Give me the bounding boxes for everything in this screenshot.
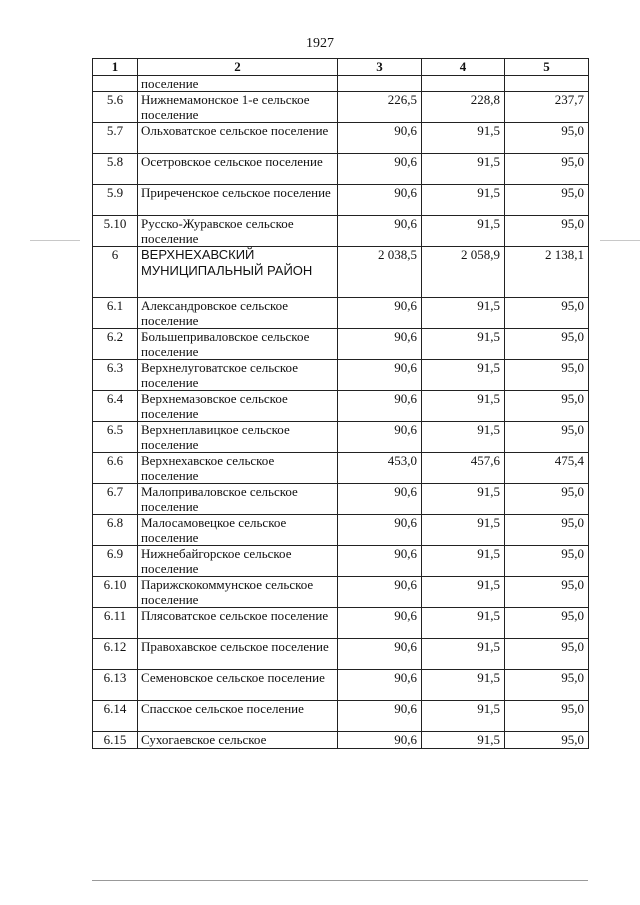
table-row — [93, 670, 589, 701]
row-number — [93, 76, 138, 92]
row-value-2: 91,5 — [422, 216, 505, 247]
row-value-1: 90,6 — [338, 391, 422, 422]
row-number: 5.6 — [93, 92, 138, 123]
row-value-3: 95,0 — [505, 546, 589, 577]
row-value-1: 90,6 — [338, 123, 422, 154]
row-value-2: 91,5 — [422, 154, 505, 185]
row-value-1: 90,6 — [338, 422, 422, 453]
row-value-2: 91,5 — [422, 732, 505, 749]
row-value-2: 91,5 — [422, 185, 505, 216]
row-value-3: 95,0 — [505, 391, 589, 422]
row-name: Верхнемазовское сельское поселение — [138, 391, 338, 422]
row-value-1: 90,6 — [338, 515, 422, 546]
row-value-1: 90,6 — [338, 484, 422, 515]
table-row — [93, 701, 589, 732]
row-value-1: 90,6 — [338, 608, 422, 639]
row-value-1: 90,6 — [338, 216, 422, 247]
row-value-3: 475,4 — [505, 453, 589, 484]
row-value-2: 91,5 — [422, 701, 505, 732]
scan-artifact-left — [30, 240, 80, 241]
row-name: Правохавское сельское поселение — [138, 639, 338, 670]
row-number: 6.7 — [93, 484, 138, 515]
table-row — [93, 154, 589, 185]
row-value-1: 226,5 — [338, 92, 422, 123]
row-value-2: 91,5 — [422, 577, 505, 608]
row-number: 5.7 — [93, 123, 138, 154]
row-name: Малоприваловское сельское поселение — [138, 484, 338, 515]
table-row — [93, 515, 589, 546]
row-name: Ольховатское сельское поселение — [138, 123, 338, 154]
row-value-1: 90,6 — [338, 732, 422, 749]
row-value-1: 90,6 — [338, 154, 422, 185]
row-number: 6.11 — [93, 608, 138, 639]
row-value-3 — [505, 76, 589, 92]
row-name: Русско-Журавское сельское поселение — [138, 216, 338, 247]
row-value-1: 90,6 — [338, 639, 422, 670]
row-number: 6.2 — [93, 329, 138, 360]
row-value-3: 95,0 — [505, 298, 589, 329]
row-value-3: 237,7 — [505, 92, 589, 123]
table-row — [93, 422, 589, 453]
row-number: 5.8 — [93, 154, 138, 185]
row-value-3: 95,0 — [505, 216, 589, 247]
row-value-3: 95,0 — [505, 484, 589, 515]
row-value-3: 95,0 — [505, 360, 589, 391]
row-name: Спасское сельское поселение — [138, 701, 338, 732]
row-name: Верхнелуговатское сельское поселение — [138, 360, 338, 391]
table-row — [93, 732, 589, 749]
row-value-2: 91,5 — [422, 484, 505, 515]
row-value-1: 90,6 — [338, 298, 422, 329]
row-number: 6.1 — [93, 298, 138, 329]
row-value-2: 91,5 — [422, 123, 505, 154]
header-row — [93, 59, 589, 76]
row-number: 5.10 — [93, 216, 138, 247]
row-name: Парижскокоммунское сельское поселение — [138, 577, 338, 608]
row-name: Нижнемамонское 1-е сельское поселение — [138, 92, 338, 123]
page-number: 1927 — [306, 36, 334, 51]
table-row — [93, 123, 589, 154]
row-number: 6 — [93, 247, 138, 298]
row-name: Верхнехавское сельское поселение — [138, 453, 338, 484]
table-row — [93, 391, 589, 422]
scan-artifact-right — [600, 240, 640, 241]
table-row — [93, 185, 589, 216]
row-name: Приреченское сельское поселение — [138, 185, 338, 216]
row-value-3: 95,0 — [505, 422, 589, 453]
row-name: Александровское сельское поселение — [138, 298, 338, 329]
row-value-1: 453,0 — [338, 453, 422, 484]
table-row — [93, 577, 589, 608]
row-value-2: 91,5 — [422, 360, 505, 391]
row-value-1: 90,6 — [338, 670, 422, 701]
row-number: 6.10 — [93, 577, 138, 608]
table-row — [93, 298, 589, 329]
row-number: 6.14 — [93, 701, 138, 732]
row-value-3: 2 138,1 — [505, 247, 589, 298]
column-header: 5 — [505, 59, 589, 76]
row-value-2: 91,5 — [422, 329, 505, 360]
row-number: 6.9 — [93, 546, 138, 577]
row-name: Плясоватское сельское поселение — [138, 608, 338, 639]
row-name: Сухогаевское сельское — [138, 732, 338, 749]
row-name: Нижнебайгорское сельское поселение — [138, 546, 338, 577]
row-value-2: 91,5 — [422, 515, 505, 546]
row-number: 5.9 — [93, 185, 138, 216]
row-value-1: 2 038,5 — [338, 247, 422, 298]
table-row — [93, 453, 589, 484]
row-name: Семеновское сельское поселение — [138, 670, 338, 701]
row-value-2: 228,8 — [422, 92, 505, 123]
table-row — [93, 608, 589, 639]
row-number: 6.15 — [93, 732, 138, 749]
row-name: ВЕРХНЕХАВСКИЙ МУНИЦИПАЛЬНЫЙ РАЙОН — [138, 247, 338, 298]
budget-table — [92, 58, 589, 749]
table-row — [93, 639, 589, 670]
table-row — [93, 484, 589, 515]
row-value-2: 2 058,9 — [422, 247, 505, 298]
row-value-1: 90,6 — [338, 185, 422, 216]
row-value-2: 91,5 — [422, 608, 505, 639]
row-value-3: 95,0 — [505, 670, 589, 701]
row-name: Малосамовецкое сельское поселение — [138, 515, 338, 546]
column-header: 2 — [138, 59, 338, 76]
row-value-1: 90,6 — [338, 546, 422, 577]
row-value-3: 95,0 — [505, 608, 589, 639]
row-value-2: 457,6 — [422, 453, 505, 484]
row-name: поселение — [138, 76, 338, 92]
row-value-2: 91,5 — [422, 670, 505, 701]
row-value-3: 95,0 — [505, 701, 589, 732]
row-value-3: 95,0 — [505, 515, 589, 546]
row-value-2 — [422, 76, 505, 92]
row-value-2: 91,5 — [422, 422, 505, 453]
row-value-1: 90,6 — [338, 360, 422, 391]
table-row — [93, 360, 589, 391]
page-bottom-line — [92, 880, 588, 881]
table-row — [93, 329, 589, 360]
table-row — [93, 76, 589, 92]
row-value-3: 95,0 — [505, 329, 589, 360]
row-value-3: 95,0 — [505, 123, 589, 154]
row-number: 6.4 — [93, 391, 138, 422]
row-value-1 — [338, 76, 422, 92]
row-value-2: 91,5 — [422, 639, 505, 670]
column-header: 3 — [338, 59, 422, 76]
row-number: 6.12 — [93, 639, 138, 670]
row-value-3: 95,0 — [505, 577, 589, 608]
row-number: 6.3 — [93, 360, 138, 391]
row-number: 6.13 — [93, 670, 138, 701]
row-name: Верхнеплавицкое сельское поселение — [138, 422, 338, 453]
row-value-1: 90,6 — [338, 329, 422, 360]
row-value-3: 95,0 — [505, 154, 589, 185]
table-row — [93, 546, 589, 577]
row-value-3: 95,0 — [505, 732, 589, 749]
row-value-1: 90,6 — [338, 701, 422, 732]
row-value-2: 91,5 — [422, 391, 505, 422]
row-name: Большеприваловское сельское поселение — [138, 329, 338, 360]
table-row — [93, 247, 589, 298]
row-value-2: 91,5 — [422, 546, 505, 577]
row-value-2: 91,5 — [422, 298, 505, 329]
row-value-1: 90,6 — [338, 577, 422, 608]
row-number: 6.6 — [93, 453, 138, 484]
row-value-3: 95,0 — [505, 639, 589, 670]
table-row — [93, 92, 589, 123]
row-number: 6.5 — [93, 422, 138, 453]
row-value-3: 95,0 — [505, 185, 589, 216]
column-header: 1 — [93, 59, 138, 76]
column-header: 4 — [422, 59, 505, 76]
row-name: Осетровское сельское поселение — [138, 154, 338, 185]
row-number: 6.8 — [93, 515, 138, 546]
table-row — [93, 216, 589, 247]
